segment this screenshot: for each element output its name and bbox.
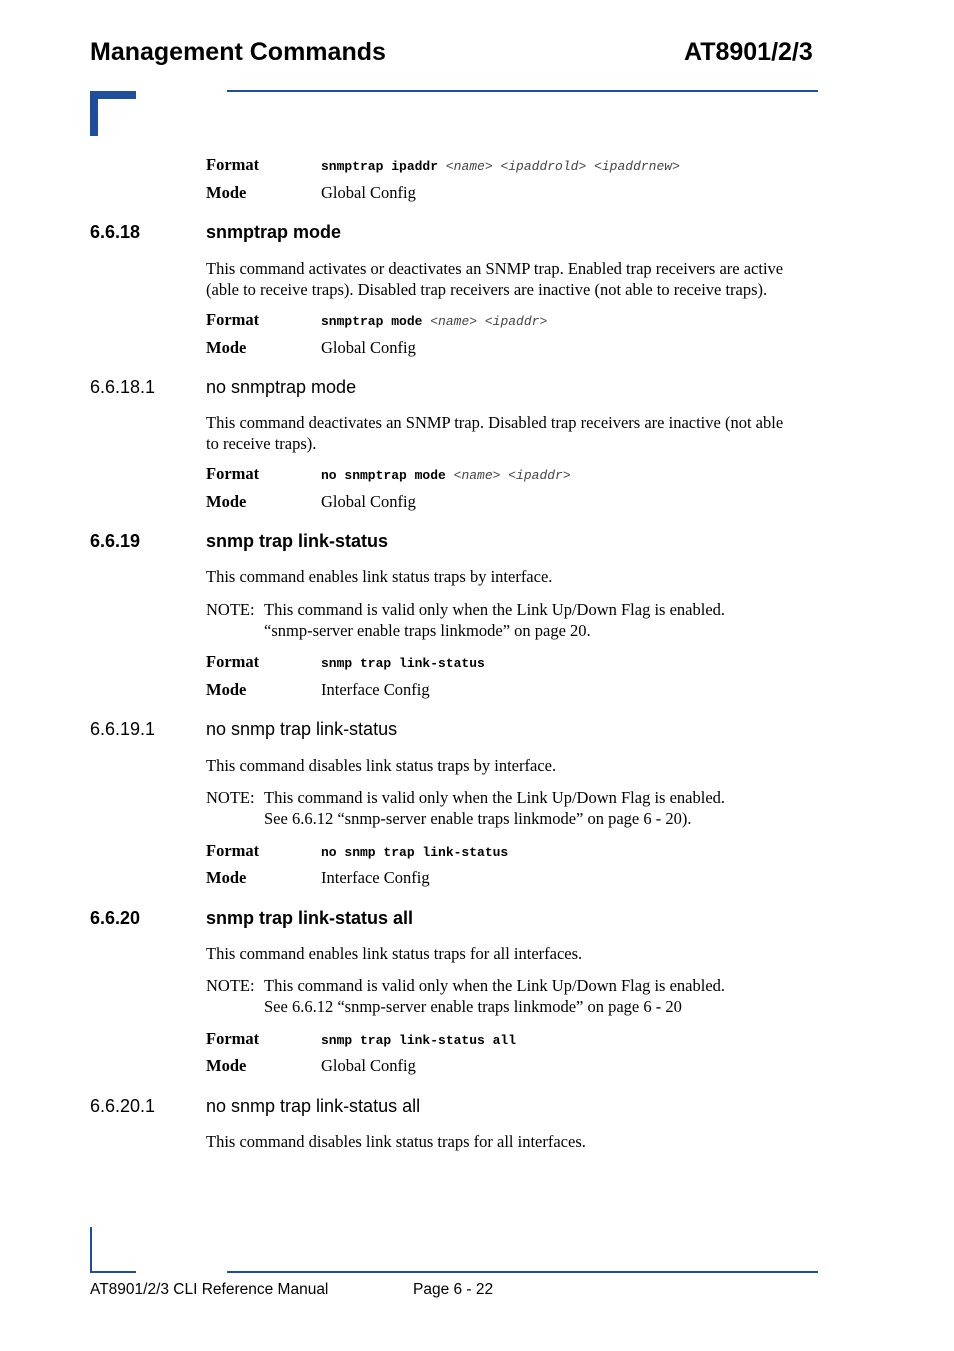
header-section-title: Management Commands xyxy=(90,38,386,66)
note-line: This command is valid only when the Link Up/Down Flag is enabled. xyxy=(264,788,726,807)
format-command xyxy=(321,314,547,329)
format-label: Format xyxy=(206,841,260,860)
mode-label: Mode xyxy=(206,338,247,357)
section-number: 6.6.19 xyxy=(90,531,141,551)
mode-label: Mode xyxy=(206,868,247,887)
mode-label: Mode xyxy=(206,1056,247,1075)
section-number: 6.6.19.1 xyxy=(90,719,156,739)
paragraph-line: This command deactivates an SNMP trap. Disabled trap receivers are inactive (not able xyxy=(206,413,784,432)
format-label: Format xyxy=(206,652,260,671)
command-name: no snmptrap mode xyxy=(321,468,446,483)
mode-value: Global Config xyxy=(321,1056,416,1075)
mode-value: Interface Config xyxy=(321,868,430,887)
command-args: <name> <ipaddr> xyxy=(453,468,571,483)
section-number: 6.6.18 xyxy=(90,222,141,242)
command-name: snmp trap link-status xyxy=(321,656,485,671)
section-number: 6.6.20.1 xyxy=(90,1096,156,1116)
mode-label: Mode xyxy=(206,183,247,202)
mode-value: Global Config xyxy=(321,338,416,357)
format-command xyxy=(321,159,680,174)
footer-corner-vertical xyxy=(90,1227,92,1273)
note-label: NOTE: xyxy=(206,788,255,807)
note-line: See 6.6.12 “snmp-server enable traps linkmode” on page 6 - 20). xyxy=(264,809,692,828)
format-command xyxy=(321,1033,516,1048)
mode-value: Global Config xyxy=(321,183,416,202)
command-name: snmp trap link-status all xyxy=(321,1033,517,1048)
command-args: <name> <ipaddr> xyxy=(430,314,548,329)
section-title: snmp trap link-status all xyxy=(206,908,414,928)
header-rule xyxy=(227,90,818,92)
section-title: no snmp trap link-status xyxy=(206,719,398,739)
mode-value: Interface Config xyxy=(321,680,430,699)
command-name: no snmp trap link-status xyxy=(321,845,509,860)
section-description: This command disables link status traps for all interfaces. xyxy=(206,1132,586,1151)
corner-mark-vertical xyxy=(90,91,98,136)
section-number: 6.6.20 xyxy=(90,908,141,928)
note-line: This command is valid only when the Link Up/Down Flag is enabled. xyxy=(264,600,726,619)
format-label: Format xyxy=(206,1029,260,1048)
note-label: NOTE: xyxy=(206,600,255,619)
section-description: This command enables link status traps by interface. xyxy=(206,567,553,586)
format-label: Format xyxy=(206,310,260,329)
command-name: snmptrap mode xyxy=(321,314,423,329)
section-description: This command enables link status traps for all interfaces. xyxy=(206,944,583,963)
section-description xyxy=(206,258,821,300)
command-name: snmptrap ipaddr xyxy=(321,159,439,174)
format-command xyxy=(321,656,485,671)
paragraph-line: This command activates or deactivates an SNMP trap. Enabled trap receivers are active xyxy=(206,259,784,278)
paragraph-line: (able to receive traps). Disabled trap receivers are inactive (not able to receive traps). xyxy=(206,280,768,299)
section-description xyxy=(206,412,821,454)
format-command xyxy=(321,845,508,860)
section-number: 6.6.18.1 xyxy=(90,377,156,397)
section-description: This command disables link status traps by interface. xyxy=(206,756,557,775)
note-line: This command is valid only when the Link Up/Down Flag is enabled. xyxy=(264,976,726,995)
mode-value: Global Config xyxy=(321,492,416,511)
header-product-title: AT8901/2/3 xyxy=(684,38,813,66)
section-title: snmp trap link-status xyxy=(206,531,389,551)
command-args: <name> <ipaddrold> <ipaddrnew> xyxy=(445,159,680,174)
footer-corner-horizontal xyxy=(90,1271,136,1273)
footer-page-number: Page 6 - 22 xyxy=(413,1281,494,1298)
footer-rule xyxy=(227,1271,818,1273)
note-label: NOTE: xyxy=(206,976,255,995)
section-title: no snmptrap mode xyxy=(206,377,357,397)
format-label: Format xyxy=(206,464,260,483)
paragraph-line: to receive traps). xyxy=(206,434,317,453)
note-line: See 6.6.12 “snmp-server enable traps linkmode” on page 6 - 20 xyxy=(264,997,682,1016)
format-label: Format xyxy=(206,155,260,174)
footer-manual-title: AT8901/2/3 CLI Reference Manual xyxy=(90,1281,329,1298)
section-title: snmptrap mode xyxy=(206,222,342,242)
format-command xyxy=(321,468,571,483)
note-line: “snmp-server enable traps linkmode” on page 20. xyxy=(264,621,591,640)
section-title: no snmp trap link-status all xyxy=(206,1096,421,1116)
mode-label: Mode xyxy=(206,492,247,511)
mode-label: Mode xyxy=(206,680,247,699)
